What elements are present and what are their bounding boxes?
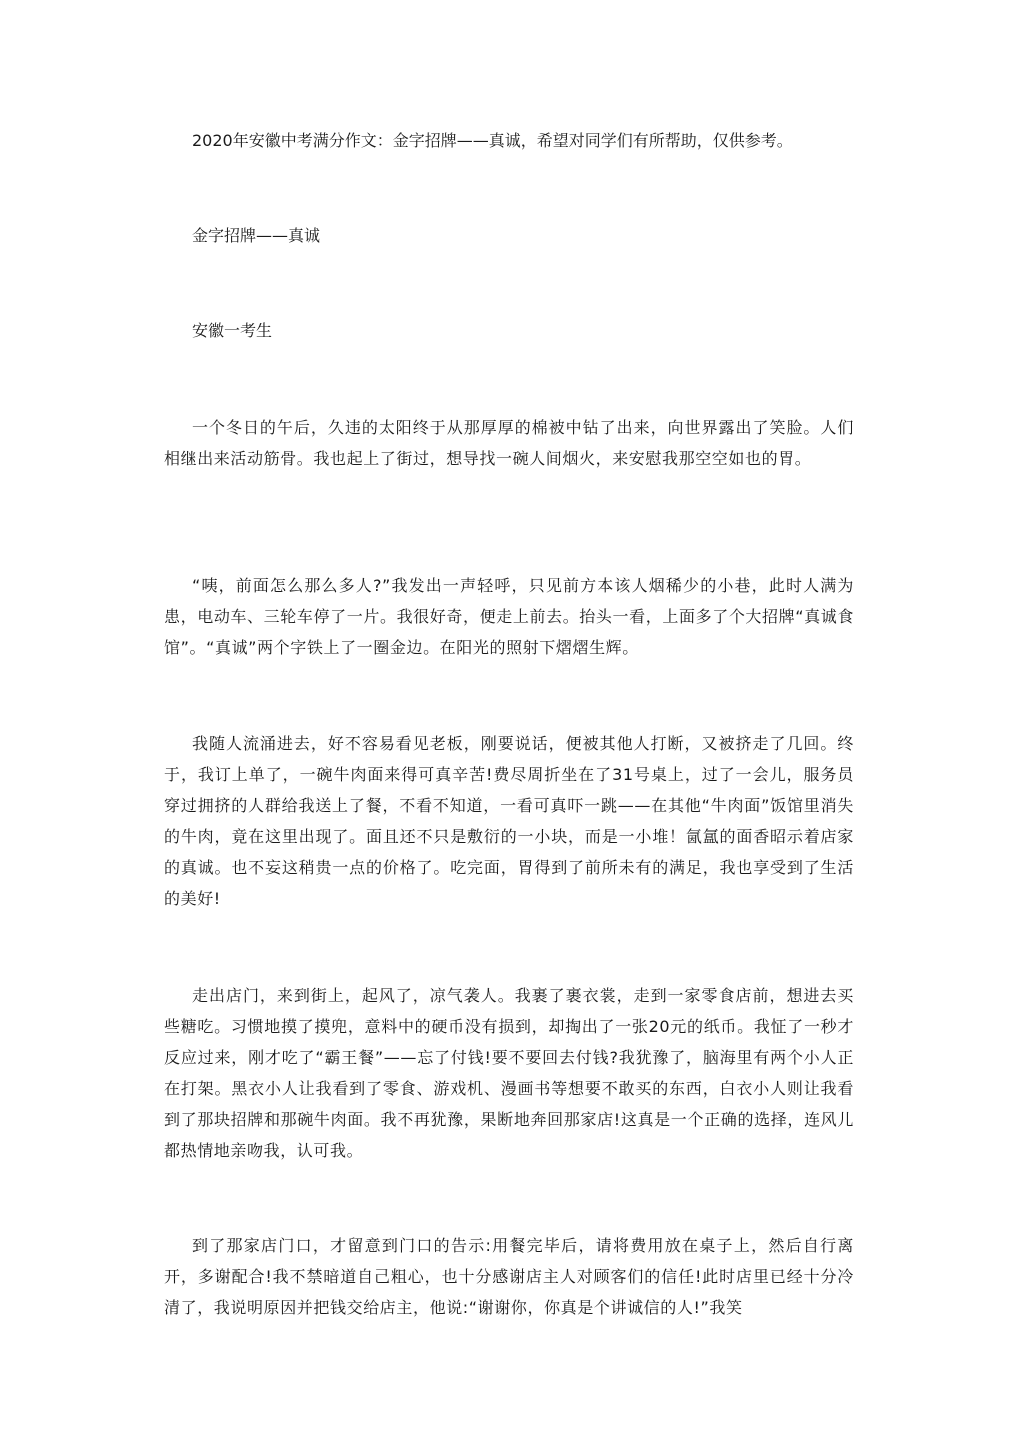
paragraph-5: 到了那家店门口，才留意到门口的告示:用餐完毕后，请将费用放在桌子上，然后自行离开，多谢配合!我不禁暗道自己粗心，也十分感谢店主人对顾客们的信任!此时店里已经十分冷清了，我说明原因并把钱交给店主，他说:“谢谢你，你真是个讲诚信的人!”我笑 — [164, 1236, 854, 1317]
paragraph-1: 一个冬日的午后，久违的太阳终于从那厚厚的棉被中钻了出来，向世界露出了笑脸。人们相继出来活动筋骨。我也起上了街过，想导找一碗人间烟火，来安慰我那空空如也的胃。 — [164, 418, 854, 468]
essay-title: 金字招牌——真诚 — [192, 226, 321, 245]
essay-author: 安徽一考生 — [192, 321, 273, 340]
paragraph-3: 我随人流涌进去，好不容易看见老板，刚要说话，便被其他人打断，又被挤走了几回。终于，我订上单了，一碗牛肉面来得可真辛苦!费尽周折坐在了31号桌上，过了一会儿，服务员穿过拥挤的人群给我送上了餐，不看不知道，一看可真吓一跳——在其他“牛肉面”饭馆里消失的牛肉，竟在这里出现了。面且还不只是敷衍的一小块，而是一小堆！氤氲的面香昭示着店家的真诚。也不妄这稍贵一点的价格了。吃完面，胃得到了前所未有的满足，我也享受到了生活的美好! — [164, 734, 854, 908]
intro-text: 2020年安徽中考满分作文：金字招牌——真诚，希望对同学们有所帮助，仅供参考。 — [192, 131, 793, 150]
paragraph-4: 走出店门，来到街上，起风了，凉气袭人。我裹了裹衣裳，走到一家零食店前，想进去买些糖吃。习惯地摸了摸兜，意料中的硬币没有损到，却掏出了一张20元的纸币。我怔了一秒才反应过来，刚才吃了“霸王餐”——忘了付钱!要不要回去付钱?我犹豫了，脑海里有两个小人正在打架。黑衣小人让我看到了零食、游戏机、漫画书等想要不敢买的东西，白衣小人则让我看到了那块招牌和那碗牛肉面。我不再犹豫，果断地奔回那家店!这真是一个正确的选择，连风儿都热情地亲吻我，认可我。 — [164, 986, 854, 1160]
paragraph-2: “咦，前面怎么那么多人?”我发出一声轻呼，只见前方本该人烟稀少的小巷，此时人满为患，电动车、三轮车停了一片。我很好奇，便走上前去。抬头一看，上面多了个大招牌“真诚食馆”。“真诚”两个字铁上了一圈金边。在阳光的照射下熠熠生辉。 — [164, 576, 854, 657]
